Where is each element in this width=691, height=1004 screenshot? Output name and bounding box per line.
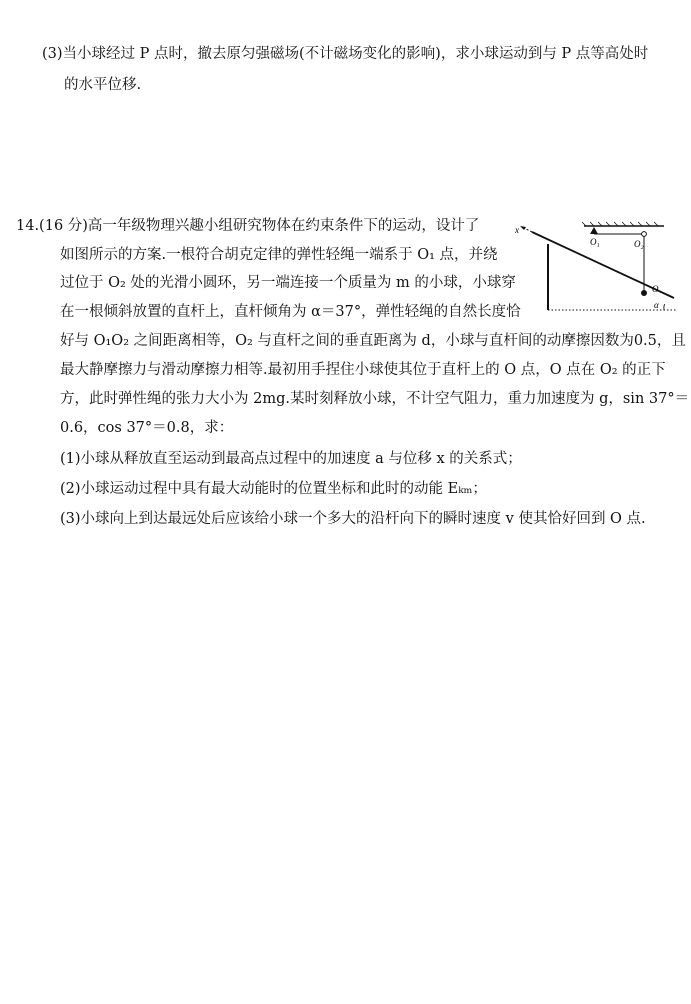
angle-arc	[664, 304, 665, 310]
question14-subquestion-2: (2)小球运动过程中具有最大动能时的位置坐标和此时的动能 Eₖₘ；	[60, 481, 487, 497]
o2-ring	[642, 232, 647, 237]
o1-anchor	[590, 227, 598, 234]
label-x: x	[515, 225, 519, 235]
label-o1: O₁	[590, 237, 600, 247]
question14-subquestion-1: (1)小球从释放直至运动到最高点过程中的加速度 a 与位移 x 的关系式；	[60, 451, 522, 467]
question14-subquestion-3: (3)小球向上到达最远处后应该给小球一个多大的沿杆向下的瞬时速度 v 使其恰好回到 O 点.	[60, 511, 646, 527]
question14-line-8: 0.6，cos 37°＝0.8，求：	[60, 420, 234, 436]
prev-question-part3-line2: 的水平位移.	[64, 77, 142, 93]
label-o: O	[652, 284, 659, 294]
question14-line-3: 过位于 O₂ 处的光滑小圆环，另一端连接一个质量为 m 的小球，小球穿	[60, 275, 516, 291]
x-axis-arrowhead	[520, 226, 526, 230]
prev-question-part3-line1: (3)当小球经过 P 点时，撤去原匀强磁场(不计磁场变化的影响)，求小球运动到与 P 点等高处时	[42, 46, 649, 62]
question14-line-4: 在一根倾斜放置的直杆上，直杆倾角为 α＝37°，弹性轻绳的自然长度恰	[60, 304, 521, 320]
question14-line-5: 好与 O₁O₂ 之间距离相等，O₂ 与直杆之间的垂直距离为 d，小球与直杆间的动摩擦因数为0.5，且	[60, 333, 686, 349]
question14-line-7: 方，此时弹性绳的张力大小为 2mg.某时刻释放小球，不计空气阻力，重力加速度为 g，sin 37°＝	[60, 391, 690, 407]
question14-line-1: 14.(16 分)高一年级物理兴趣小组研究物体在约束条件下的运动，设计了	[16, 218, 480, 234]
ball	[641, 290, 647, 296]
label-alpha: α	[654, 300, 659, 310]
question14-line-6: 最大静摩擦力与滑动摩擦力相等.最初用手捏住小球使其位于直杆上的 O 点，O 点在 O₂ 的正下	[60, 362, 666, 378]
question14-line-2: 如图所示的方案.一根符合胡克定律的弹性轻绳一端系于 O₁ 点，并绕	[60, 247, 498, 263]
label-o2: O₂	[634, 239, 644, 249]
physics-diagram	[514, 218, 680, 314]
